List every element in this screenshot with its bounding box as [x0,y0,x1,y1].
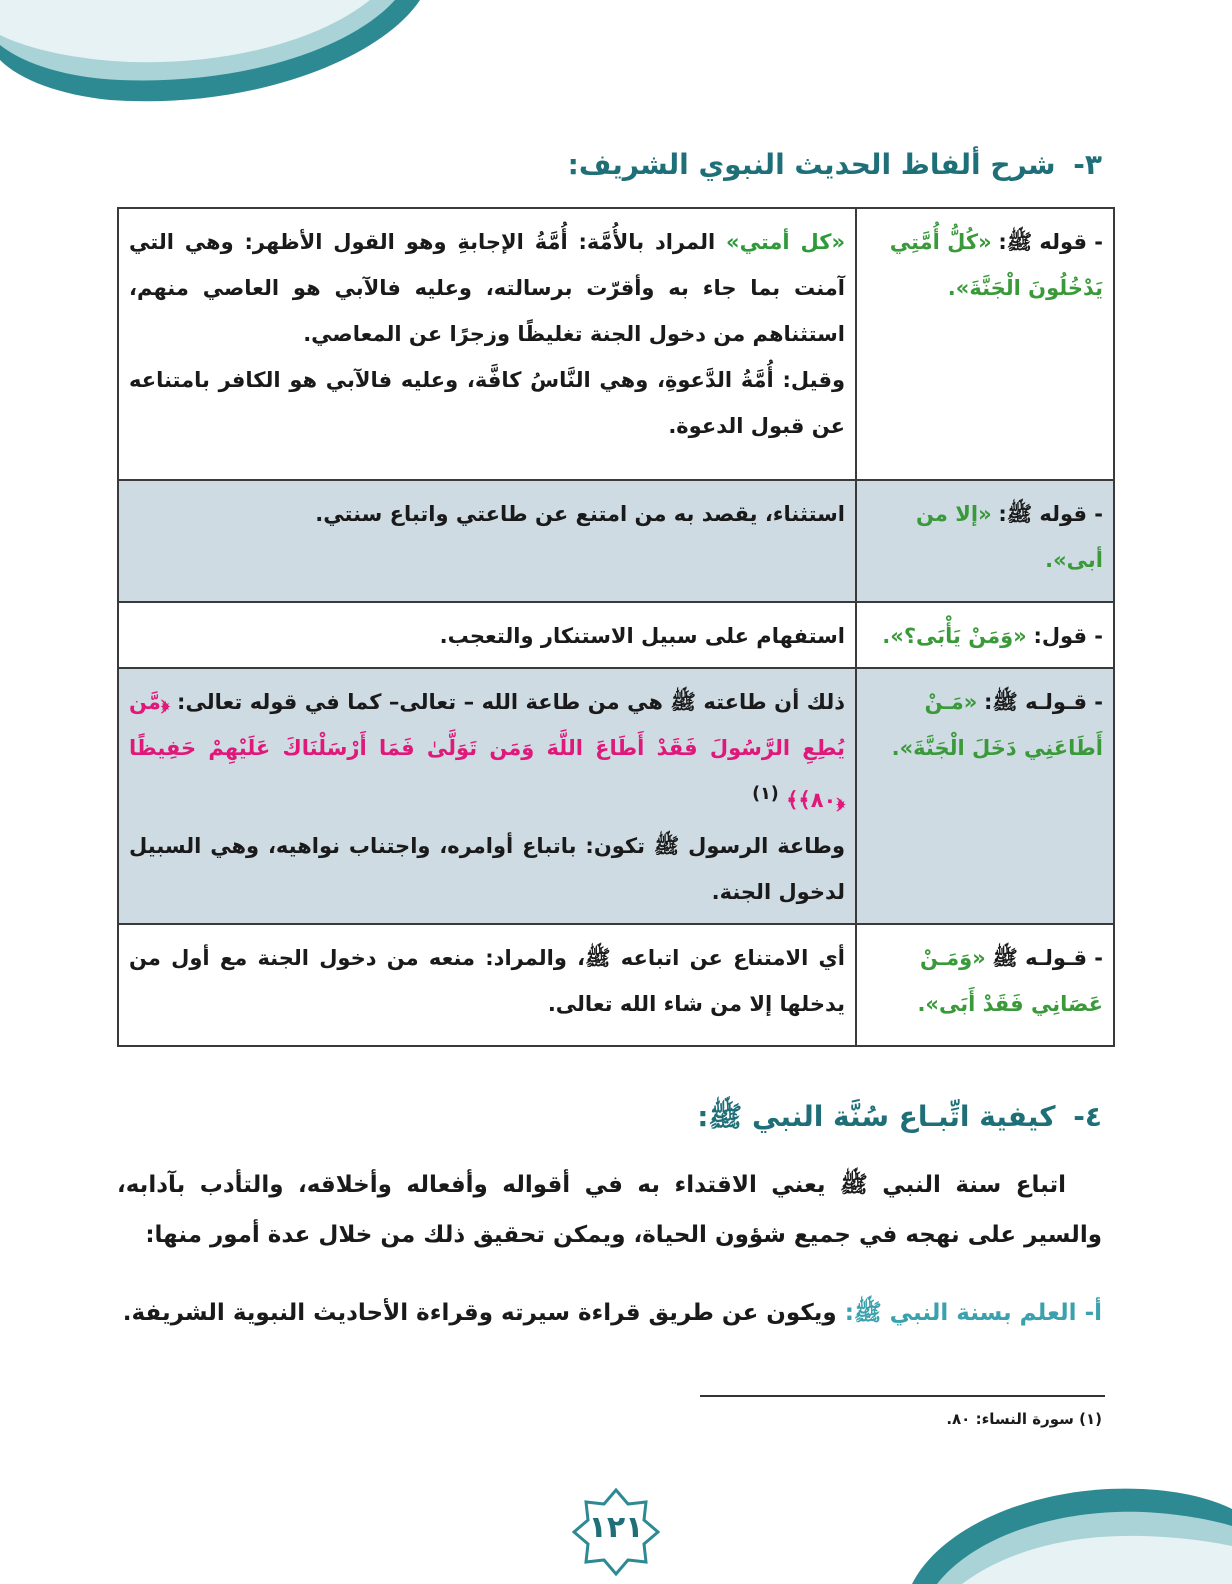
term-label: - قول: [1033,624,1103,648]
term-cell [856,668,1114,924]
term-quote: «إلا من أبى». [916,502,1103,572]
explanation-text: المراد بالأُمَّة: أُمَّةُ الإجابةِ وهو القول الأظهر: وهي التي آمنت بما جاء به وأقرّت برسالته، وعليه فالآبي هو العاصي منهم، استثناهم من دخول الجنة تغليظًا وزجرًا عن المعاصي. [129,230,845,346]
table-row [118,668,1114,924]
footnote-divider [700,1395,1105,1397]
top-corner-ornament [0,0,420,110]
explanation-text: استفهام على سبيل الاستنكار والتعجب. [439,624,845,648]
section-4-heading [697,1100,1102,1140]
explanation-lead: ذلك أن طاعته ﷺ هي من طاعة الله – تعالى– كما في قوله تعالى: [177,690,845,714]
explanation-cell [118,668,856,924]
explanation-cell [118,480,856,602]
section-4-paragraph: اتباع سنة النبي ﷺ يعني الاقتداء به في أقواله وأفعاله وأخلاقه، والتأدب بآدابه، والسير على نهجه في جميع شؤون الحياة، ويمكن تحقيق ذلك من خلال عدة أمور منها: [117,1172,1102,1248]
hadith-explanation-table [117,207,1115,1047]
footnote-ref: (١) [752,784,779,804]
section-3-title: شرح ألفاظ الحديث النبوي الشريف: [567,148,1056,181]
explanation-cell [118,602,856,668]
term-label: - قـولـه ﷺ: [984,690,1103,714]
quran-verse: ﴿مَّن يُطِعِ الرَّسُولَ فَقَدْ أَطَاعَ اللَّهَ وَمَن تَوَلَّىٰ فَمَا أَرْسَلْنَاكَ عَلَيْهِمْ حَفِيظًا ﴿٨٠﴾﴾ [129,690,845,812]
explanation-text-2: وقيل: أُمَّةُ الدَّعوةِ، وهي النَّاسُ كافَّة، وعليه فالآبي هو الكافر بامتناعه عن قبول الدعوة. [129,368,845,438]
term-quote: «وَمَنْ يَأْبَى؟». [882,624,1027,648]
explanation-lead: «كل أمتي» [726,230,846,254]
bottom-corner-ornament [912,1454,1232,1584]
section-3-heading [568,148,1102,181]
section-3-number: ٣- [1073,148,1102,181]
term-cell [856,208,1114,480]
item-a-label: أ- العلم بسنة النبي ﷺ: [844,1300,1102,1326]
term-quote: «مَـنْ أَطَاعَنِي دَخَلَ الْجَنَّةَ». [891,690,1103,760]
explanation-cell [118,924,856,1046]
term-cell [856,602,1114,668]
explanation-text: استثناء، يقصد به من امتنع عن طاعتي واتباع سنتي. [315,502,845,526]
term-label: - قـولـه ﷺ [992,946,1103,970]
term-label: - قوله ﷺ: [998,502,1103,526]
item-a-text: ويكون عن طريق قراءة سيرته وقراءة الأحاديث النبوية الشريفة. [122,1300,837,1326]
explanation-cell [118,208,856,480]
footnote: (١) سورة النساء: ٨٠. [946,1410,1102,1428]
table-row [118,602,1114,668]
term-cell [856,480,1114,602]
page-number: ١٢١ [588,1510,644,1545]
section-4-number: ٤- [1073,1100,1102,1133]
explanation-text: وطاعة الرسول ﷺ تكون: باتباع أوامره، واجتناب نواهيه، وهي السبيل لدخول الجنة. [129,834,845,904]
term-cell [856,924,1114,1046]
table-row [118,208,1114,480]
section-4-title: كيفية اتِّبـاع سُنَّة النبي ﷺ: [697,1100,1056,1133]
term-quote: «وَمَـنْ عَصَانِي فَقَدْ أَبَى». [917,946,1103,1016]
section-4-item-a [117,1288,1102,1338]
explanation-text: أي الامتناع عن اتباعه ﷺ، والمراد: منعه من دخول الجنة مع أول من يدخلها إلا من شاء الله تعالى. [129,946,845,1016]
term-label: - قوله ﷺ: [998,230,1103,254]
table-row [118,924,1114,1046]
table-row [118,480,1114,602]
term-quote: «كُلُّ أُمَّتِي يَدْخُلُونَ الْجَنَّةَ». [889,230,1103,300]
